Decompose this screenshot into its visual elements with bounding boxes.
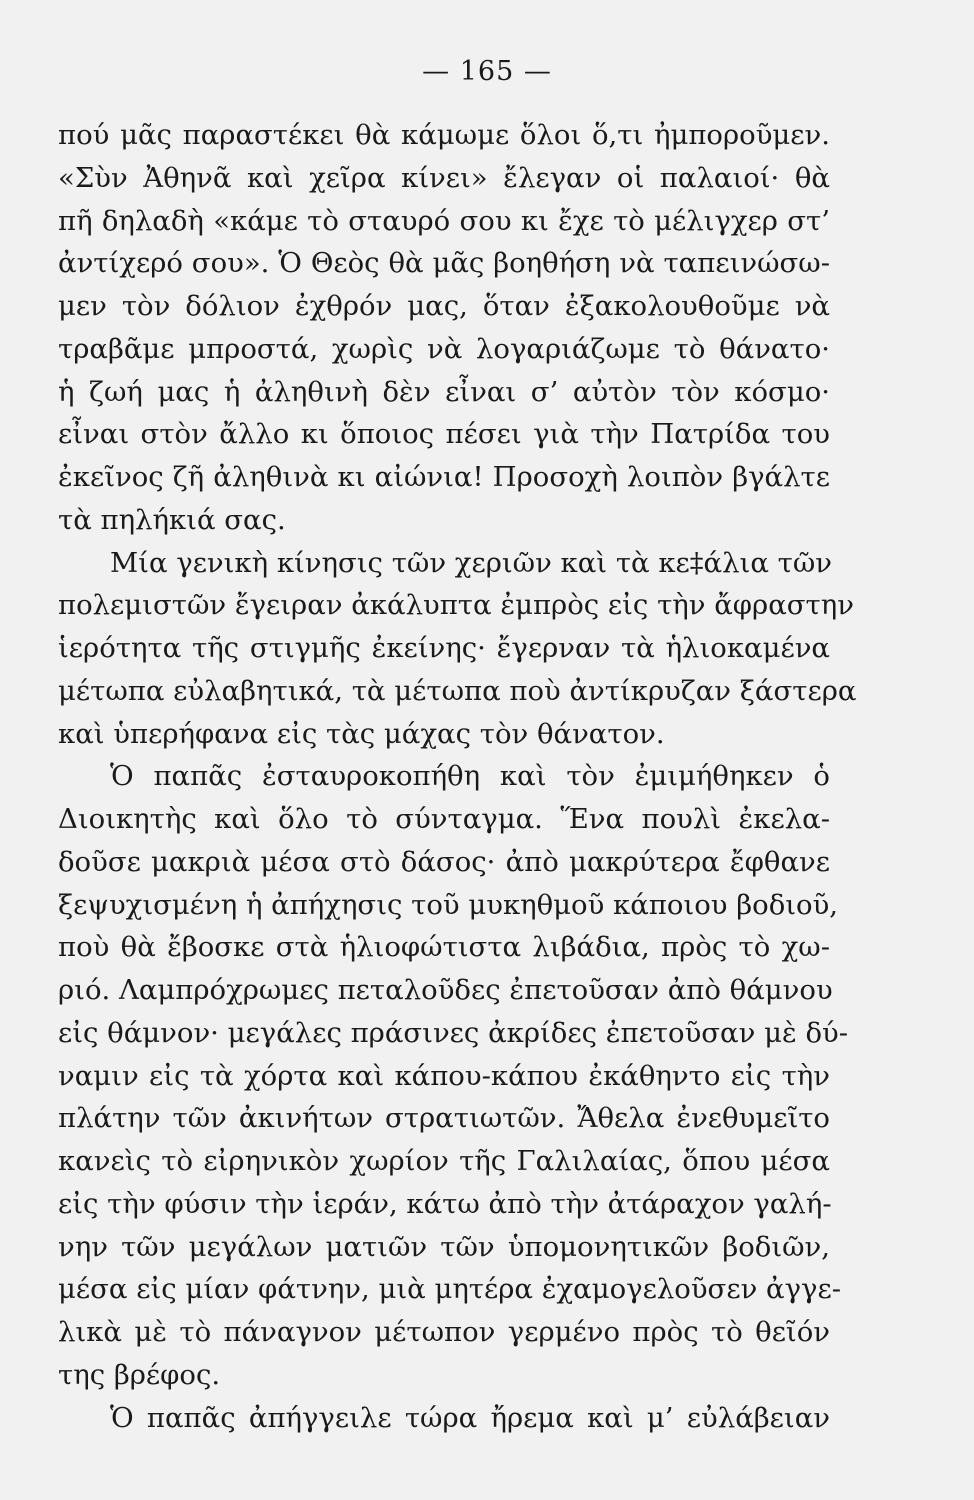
text-line: ἐκεῖνος ζῆ ἀληθινὰ κι αἰώνια! Προσοχὴ λοιπὸν βγάλτε xyxy=(58,461,830,493)
text-line: «Σὺν Ἀθηνᾶ καὶ χεῖρα κίνει» ἔλεγαν οἱ παλαιοί· θὰ xyxy=(58,161,830,194)
text-line: ξεψυχισμένη ἡ ἀπήχησις τοῦ μυκηθμοῦ κάποιου βοδιοῦ, xyxy=(58,888,839,921)
text-line: μεν τὸν δόλιον ἐχθρόν μας, ὅταν ἐξακολουθοῦμε νὰ xyxy=(58,290,830,322)
text-line: ποὺ θὰ ἔβοσκε στὰ ἡλιοφώτιστα λιβάδια, πρὸς τὸ χω- xyxy=(58,931,830,964)
text-line: πού μᾶς παραστέκει θὰ κάμωμε ὅλοι ὅ,τι ἠμποροῦμεν. xyxy=(58,119,830,151)
text-line: καὶ ὑπερήφανα εἰς τὰς μάχας τὸν θάνατον. xyxy=(58,717,665,750)
text-line: ριό. Λαμπρόχρωμες πεταλοῦδες ἐπετοῦσαν ἀπὸ θάμνου xyxy=(58,974,833,1006)
paragraph xyxy=(58,755,849,1396)
text-line: πολεμιστῶν ἔγειραν ἀκάλυπτα ἐμπρὸς εἰς τὴν ἄφραστην xyxy=(58,589,854,622)
text-line: Ὁ παπᾶς ἐσταυροκοπήθη καὶ τὸν ἐμιμήθηκεν ὁ xyxy=(110,760,830,793)
text-line: λικὰ μὲ τὸ πάναγνον μέτωπον γερμένο πρὸς τὸ θεῖόν xyxy=(58,1316,830,1348)
text-line: εἶναι στὸν ἄλλο κι ὅποιος πέσει γιὰ τὴν Πατρίδα του xyxy=(58,418,830,451)
text-line: Μία γενικὴ κίνησις τῶν χεριῶν καὶ τὰ κε‡άλια τῶν xyxy=(110,546,832,579)
text-line: μέτωπα εὐλαβητικά, τὰ μέτωπα ποὺ ἀντίκρυζαν ξάστερα xyxy=(58,674,857,707)
text-line: κανεὶς τὸ εἰρηνικὸν χωρίον τῆς Γαλιλαίας, ὅπου μέσα xyxy=(58,1145,830,1177)
text-line: της βρέφος. xyxy=(58,1358,221,1391)
text-line: νην τῶν μεγάλων ματιῶν τῶν ὑπομονητικῶν βοδιῶν, xyxy=(58,1230,830,1263)
paragraph xyxy=(58,542,857,756)
text-line: τραβᾶμε μπροστά, χωρὶς νὰ λογαριάζωμε τὸ θάνατο· xyxy=(58,332,830,365)
text-line: μέσα εἰς μίαν φάτνην, μιὰ μητέρα ἐχαμογελοῦσεν ἀγγε- xyxy=(58,1273,842,1306)
text-line: εἰς θάμνον· μεγάλες πράσινες ἀκρίδες ἐπετοῦσαν μὲ δύ- xyxy=(58,1016,849,1049)
text-line: δοῦσε μακριὰ μέσα στὸ δάσος· ἀπὸ μακρύτερα ἔφθανε xyxy=(58,845,830,878)
text-line: ἀντίχερό σου». Ὁ Θεὸς θὰ μᾶς βοηθήση νὰ ταπεινώσω- xyxy=(58,247,830,280)
body-text xyxy=(58,114,857,1439)
text-line: ἡ ζωή μας ἡ ἀληθινὴ δὲν εἶναι σ’ αὐτὸν τὸν κόσμο· xyxy=(58,375,830,408)
page-number: — 165 — xyxy=(422,56,552,87)
text-line: πλάτην τῶν ἀκινήτων στρατιωτῶν. Ἄθελα ἐνεθυμεῖτο xyxy=(58,1102,830,1135)
paragraph xyxy=(58,1397,830,1440)
text-line: Διοικητὴς καὶ ὅλο τὸ σύνταγμα. Ἕνα πουλὶ ἐκελα- xyxy=(58,803,830,835)
text-line: εἰς τὴν φύσιν τὴν ἱεράν, κάτω ἀπὸ τὴν ἀτάραχον γαλή- xyxy=(58,1187,832,1220)
text-line: ἱερότητα τῆς στιγμῆς ἐκείνης· ἔγερναν τὰ ἡλιοκαμένα xyxy=(58,632,830,664)
text-line: τὰ πηλήκιά σας. xyxy=(58,503,286,536)
text-line: ναμιν εἰς τὰ χόρτα καὶ κάπου-κάπου ἐκάθηντο εἰς τὴν xyxy=(58,1059,830,1092)
text-line: πῆ δηλαδὴ «κάμε τὸ σταυρό σου κι ἔχε τὸ μέλιγχερ στ’ xyxy=(58,204,830,237)
paragraph xyxy=(58,114,830,542)
text-line: Ὁ παπᾶς ἀπήγγειλε τώρα ἤρεμα καὶ μ’ εὐλάβειαν xyxy=(110,1401,830,1434)
